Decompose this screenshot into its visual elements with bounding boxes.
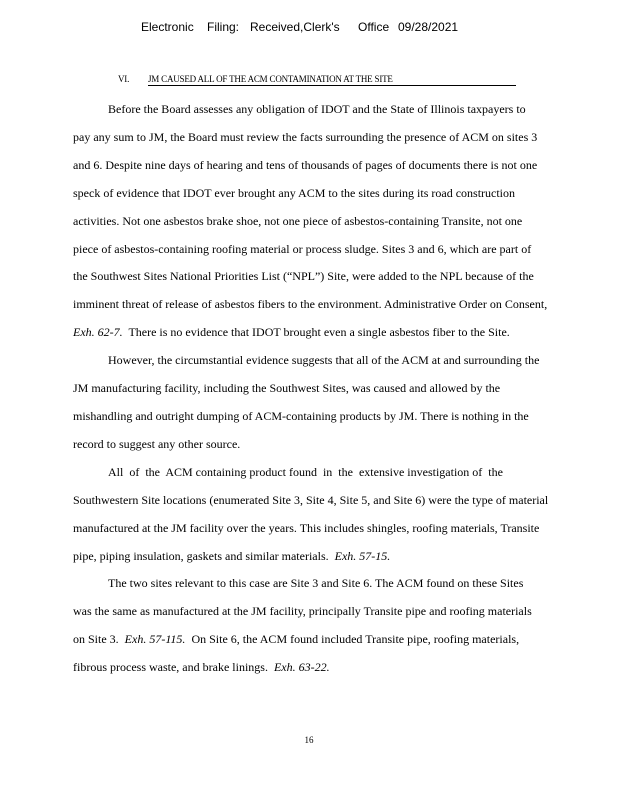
text-line: and 6. Despite nine days of hearing and tens of thousands of pages of documents there is not one [73, 157, 538, 172]
paragraph-4 [73, 570, 591, 682]
text-line: pay any sum to JM, the Board must review the facts surrounding the presence of ACM on sites 3 [73, 129, 538, 144]
exhibit-citation: Exh. 57-115. [124, 632, 186, 647]
text-fragment: On Site 6, the ACM found included Transite pipe, roofing materials, [185, 632, 520, 647]
text-line: manufactured at the JM facility over the years. This includes shingles, roofing materials, Transite [73, 520, 540, 535]
text-line: was the same as manufactured at the JM facility, principally Transite pipe and roofing materials [73, 604, 532, 619]
text-fragment: There is no evidence that IDOT brought even a single asbestos fiber to the Site. [122, 325, 510, 340]
text-line [73, 626, 591, 654]
header-filing: Filing: [207, 20, 240, 34]
text-line: activities. Not one asbestos brake shoe, not one piece of asbestos-containing Transite, not one [73, 213, 523, 228]
text-line [73, 319, 591, 347]
section-number: VI. [118, 74, 130, 84]
text-line: Before the Board assesses any obligation of IDOT and the State of Illinois taxpayers to [108, 102, 526, 116]
section-title: JM CAUSED ALL OF THE ACM CONTAMINATION AT THE SITE [148, 74, 516, 86]
paragraph-1 [73, 96, 591, 347]
exhibit-citation: Exh. 63-22. [273, 660, 330, 675]
text-line: The two sites relevant to this case are Site 3 and Site 6. The ACM found on these Sites [108, 576, 524, 591]
body-text [73, 96, 591, 682]
text-line: piece of asbestos-containing roofing material or process sludge. Sites 3 and 6, which are part of [73, 241, 532, 256]
text-fragment: fibrous process waste, and brake linings. [73, 660, 274, 675]
header-received: Received,Clerk's [250, 20, 340, 34]
text-line: All of the ACM containing product found in the extensive investigation of the [108, 464, 503, 479]
exhibit-citation: Exh. 62-7. [73, 325, 123, 340]
text-fragment: pipe, piping insulation, gaskets and similar materials. [73, 548, 335, 563]
text-line: speck of evidence that IDOT ever brought any ACM to the sites during its road construction [73, 185, 516, 200]
text-line: mishandling and outright dumping of ACM-containing products by JM. There is nothing in the [73, 408, 529, 423]
text-fragment: on Site 3. [73, 632, 125, 647]
text-line: However, the circumstantial evidence suggests that all of the ACM at and surrounding the [108, 353, 540, 368]
text-line: record to suggest any other source. [73, 436, 241, 451]
header-date: 09/28/2021 [398, 20, 459, 34]
text-line: JM manufacturing facility, including the Southwest Sites, was caused and allowed by the [73, 381, 501, 396]
text-line: imminent threat of release of asbestos fibers to the environment. Administrative Order on Consent, [73, 297, 548, 312]
paragraph-2 [73, 347, 591, 459]
exhibit-citation: Exh. 57-15. [334, 548, 391, 563]
text-line: Southwestern Site locations (enumerated Site 3, Site 4, Site 5, and Site 6) were the type of material [73, 492, 549, 507]
text-line [73, 543, 591, 571]
paragraph-3 [73, 459, 591, 571]
header-office: Office [358, 20, 390, 34]
header-electronic: Electronic [141, 20, 194, 34]
text-line: the Southwest Sites National Priorities List (“NPL”) Site, were added to the NPL because of the [73, 269, 534, 284]
page-number: 16 [304, 735, 314, 745]
text-line [73, 654, 591, 682]
